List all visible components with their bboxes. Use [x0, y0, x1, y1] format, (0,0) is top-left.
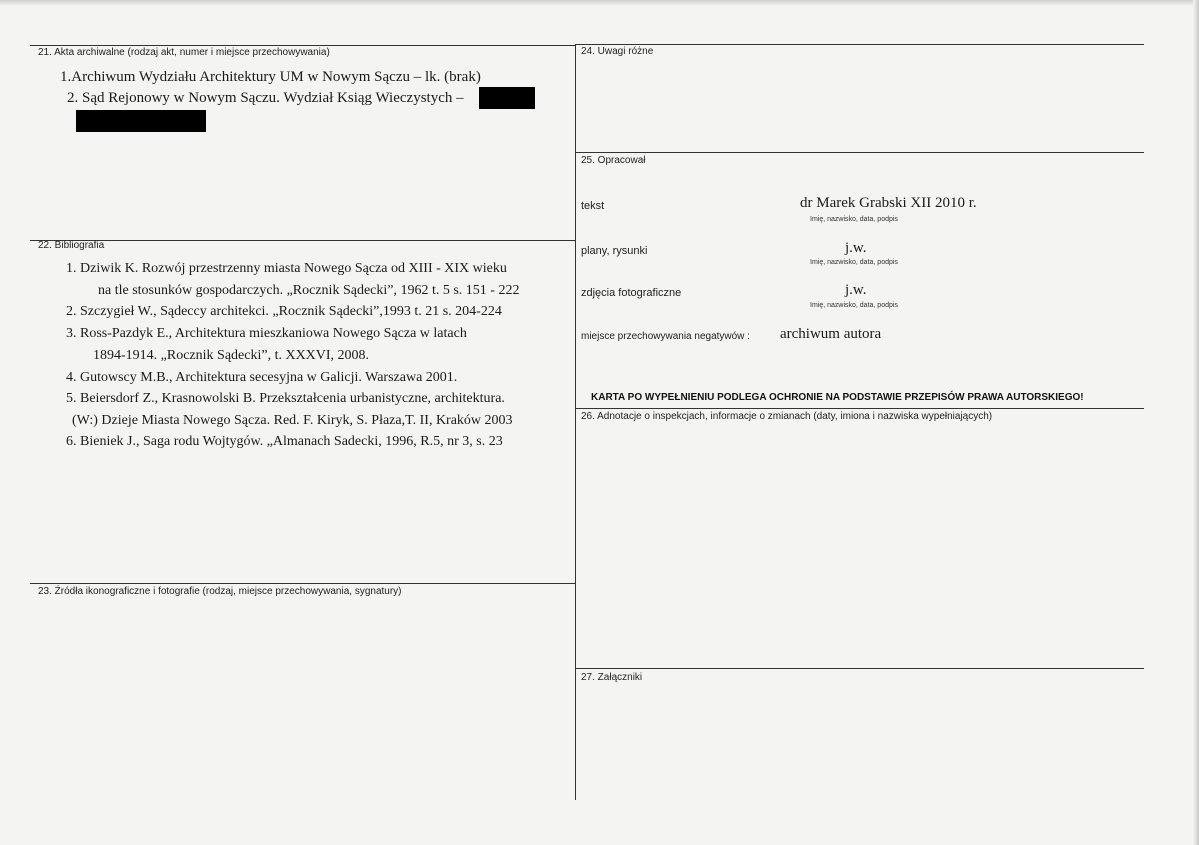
scan-edge-top: [0, 0, 1199, 6]
negatives-location-label: miejsce przechowywania negatywów :: [581, 331, 750, 342]
bibliography-line: 4. Gutowscy M.B., Architektura secesyjna w Galicji. Warszawa 2001.: [66, 370, 458, 385]
author-text-label: tekst: [581, 200, 605, 212]
rule-26: [576, 408, 1144, 409]
bibliography-line: 1. Dziwik K. Rozwój przestrzenny miasta Nowego Sącza od XIII - XIX wieku: [66, 261, 507, 276]
section-23-label: 23. Źródła ikonograficzne i fotografie (rodzaj, miejsce przechowywania, sygnatury): [38, 586, 402, 597]
bibliography-line: na tle stosunków gospodarczych. „Rocznik Sądecki”, 1962 t. 5 s. 151 - 222: [98, 283, 520, 298]
rule-25: [576, 152, 1144, 153]
section-25-label: 25. Opracował: [581, 155, 646, 166]
rule-27: [576, 668, 1144, 669]
author-drawings-hint: Imię, nazwisko, data, podpis: [810, 259, 898, 266]
archive-item-1: 1.Archiwum Wydziału Architektury UM w Nowym Sączu – lk. (brak): [60, 69, 481, 85]
section-21-label: 21. Akta archiwalne (rodzaj akt, numer i miejsce przechowywania): [38, 47, 330, 58]
author-drawings-label: plany, rysunki: [581, 245, 648, 257]
bibliography-line: 1894-1914. „Rocznik Sądecki”, t. XXXVI, 2008.: [93, 348, 370, 363]
bibliography-line: 3. Ross-Pazdyk E., Architektura mieszkaniowa Nowego Sącza w latach: [66, 326, 467, 341]
author-text-value: dr Marek Grabski XII 2010 r.: [800, 195, 977, 211]
author-photos-label: zdjęcia fotograficzne: [581, 287, 682, 299]
bibliography-line: 6. Bieniek J., Saga rodu Wojtygów. „Almanach Sadecki, 1996, R.5, nr 3, s. 23: [66, 434, 503, 449]
section-27-label: 27. Załączniki: [581, 672, 643, 683]
author-drawings-value: j.w.: [845, 240, 867, 256]
section-26-label: 26. Adnotacje o inspekcjach, informacje o zmianach (daty, imiona i nazwiska wypełniających): [581, 411, 993, 422]
rule-22: [30, 240, 575, 241]
section-22-label: 22. Bibliografia: [38, 240, 105, 251]
scan-edge-right: [1193, 0, 1199, 845]
section-24-label: 24. Uwagi różne: [581, 46, 654, 57]
author-photos-value: j.w.: [845, 282, 867, 298]
rule-center-vertical: [575, 44, 576, 800]
bibliography-line: 5. Beiersdorf Z., Krasnowolski B. Przekształcenia urbanistyczne, architektura.: [66, 391, 505, 406]
redaction-bar-2: [76, 110, 206, 132]
author-photos-hint: Imię, nazwisko, data, podpis: [810, 302, 898, 309]
negatives-location-value: archiwum autora: [780, 326, 882, 342]
bibliography-line: 2. Szczygieł W., Sądeccy architekci. „Rocznik Sądecki”,1993 t. 21 s. 204-224: [66, 304, 502, 319]
rule-top-right: [576, 44, 1144, 45]
archive-item-2: 2. Sąd Rejonowy w Nowym Sączu. Wydział Ksiąg Wieczystych –: [67, 90, 464, 106]
author-text-hint: Imię, nazwisko, data, podpis: [810, 216, 898, 223]
rule-top-left: [30, 45, 575, 46]
redaction-bar-1: [479, 87, 535, 109]
copyright-notice: KARTA PO WYPEŁNIENIU PODLEGA OCHRONIE NA PODSTAWIE PRZEPISÓW PRAWA AUTORSKIEGO!: [591, 392, 1084, 403]
bibliography-line: (W:) Dzieje Miasta Nowego Sącza. Red. F. Kiryk, S. Płaza,T. II, Kraków 2003: [72, 413, 513, 428]
rule-23: [30, 583, 575, 584]
